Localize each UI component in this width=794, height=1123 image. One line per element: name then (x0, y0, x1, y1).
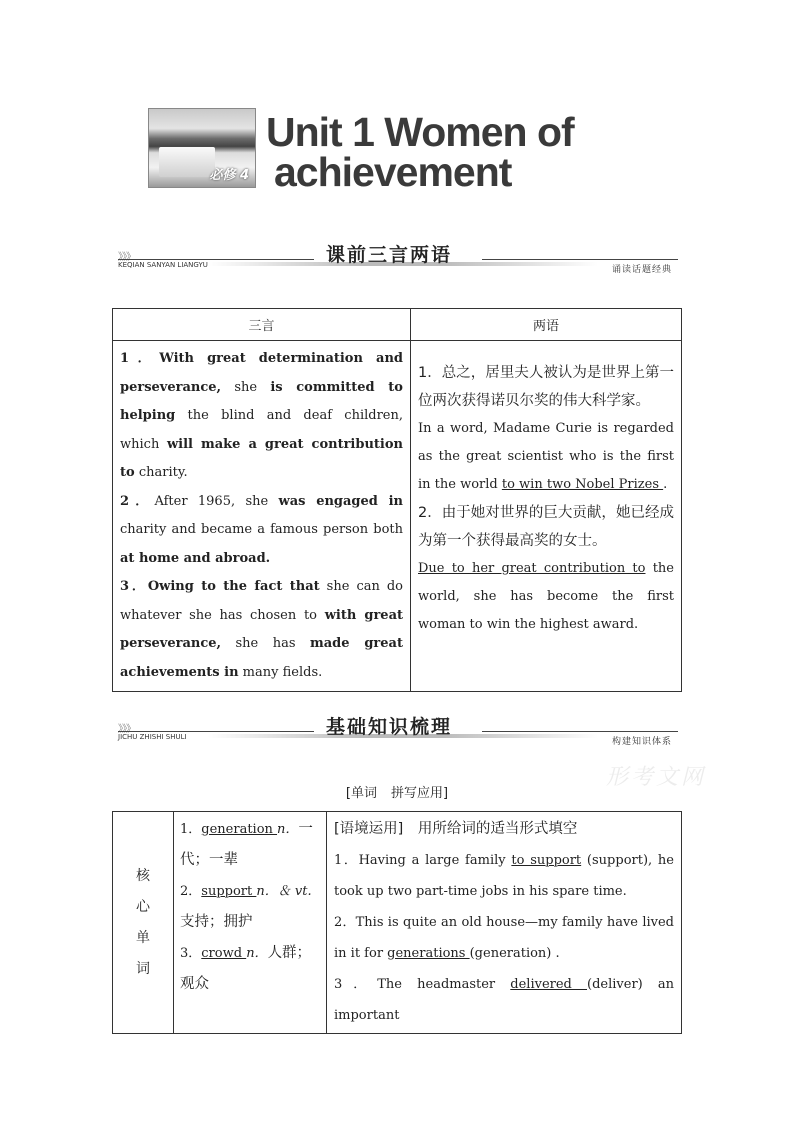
divider (482, 731, 678, 732)
answer-blank: crowd (201, 946, 247, 961)
liangyu-2-chinese: 2．由于她对世界的巨大贡献，她已经成为第一个获得最高奖的女士。 (418, 505, 674, 549)
word-item: 2．support n．＆ vt.支持；拥护 (180, 884, 312, 930)
section-heading: 课前三言两语 (326, 244, 453, 266)
context-exercise (327, 812, 682, 1034)
exercise-item: 3．The headmaster delivered (deliver) an important (334, 977, 674, 1023)
section-pinyin: KEQIAN SANYAN LIANGYU (118, 261, 208, 269)
sentences-table (112, 308, 682, 692)
exercise-item: 1．Having a large family to support (support), he took up two part-time jobs in his spare time. (334, 853, 674, 899)
waterfall-image (148, 108, 256, 188)
vocab-table (112, 811, 682, 1034)
arrows-icon: 》》》 (118, 724, 135, 735)
word-list (174, 812, 327, 1034)
divider (482, 259, 678, 260)
answer-blank: to support (511, 853, 582, 868)
watermark: 形考文网 (606, 765, 707, 790)
arrows-icon: 》》》 (118, 252, 135, 263)
vocab-heading: [单词 拼写应用] (345, 786, 449, 801)
unit-title-block (148, 108, 608, 195)
answer-blank: support (201, 884, 257, 899)
unit-title-line2: achievement (274, 149, 512, 195)
section-heading: 基础知识梳理 (326, 716, 453, 738)
col-header-sanyan: 三言 (113, 309, 411, 341)
book-badge: 必修 4 (209, 168, 249, 183)
answer-blank: delivered (510, 977, 588, 992)
answer-blank: to win two Nobel Prizes (501, 477, 664, 492)
section-subheading: 诵读话题经典 (611, 265, 672, 275)
divider (118, 259, 314, 260)
core-words-label: 核 心 单 词 (113, 812, 174, 1034)
answer-blank: generations (387, 946, 470, 961)
sanyan-cell (113, 341, 411, 692)
divider (118, 731, 314, 732)
section-banner-1 (118, 238, 678, 275)
liangyu-1-chinese: 1．总之，居里夫人被认为是世界上第一位两次获得诺贝尔奖的伟大科学家。 (418, 365, 674, 409)
col-header-liangyu: 两语 (411, 309, 682, 341)
sanyan-item-2: 2．After 1965, she was engaged in charity and became a famous person both at home and abroad. (120, 493, 403, 566)
word-item: 1．generation n．一代；一辈 (180, 821, 313, 868)
exercise-instruction: [语境运用] 用所给词的适当形式填空 (334, 821, 578, 837)
sanyan-item-1: 1．With great determination and perseverance, she is committed to helping the blind and deaf children, which will make a great contribution to charity. (120, 351, 403, 480)
sanyan-item-3: 3．Owing to the fact that she can do whatever she has chosen to with great perseverance, she has made great achievements in many fields. (120, 579, 404, 680)
word-item: 3．crowd n．人群；观众 (180, 945, 312, 992)
waterfall-shape (159, 147, 215, 177)
answer-blank: generation (201, 822, 278, 837)
section-subheading: 构建知识体系 (611, 737, 672, 747)
section-banner-2 (118, 710, 678, 747)
liangyu-2-english: Due to her great contribution to the world, she has become the first woman to win the highest award. (418, 561, 674, 632)
answer-blank: Due to her great contribution to (418, 561, 646, 576)
section-pinyin: JICHU ZHISHI SHULI (118, 733, 187, 741)
exercise-item: 2．This is quite an old house—my family have lived in it for generations (generation) . (334, 915, 674, 961)
liangyu-1-english: In a word, Madame Curie is regarded as the great scientist who is the first in the world to win two Nobel Prizes . (418, 421, 674, 492)
liangyu-cell (411, 341, 682, 692)
unit-title-line1: Unit 1 Women of (266, 109, 574, 155)
unit-title (266, 109, 574, 195)
